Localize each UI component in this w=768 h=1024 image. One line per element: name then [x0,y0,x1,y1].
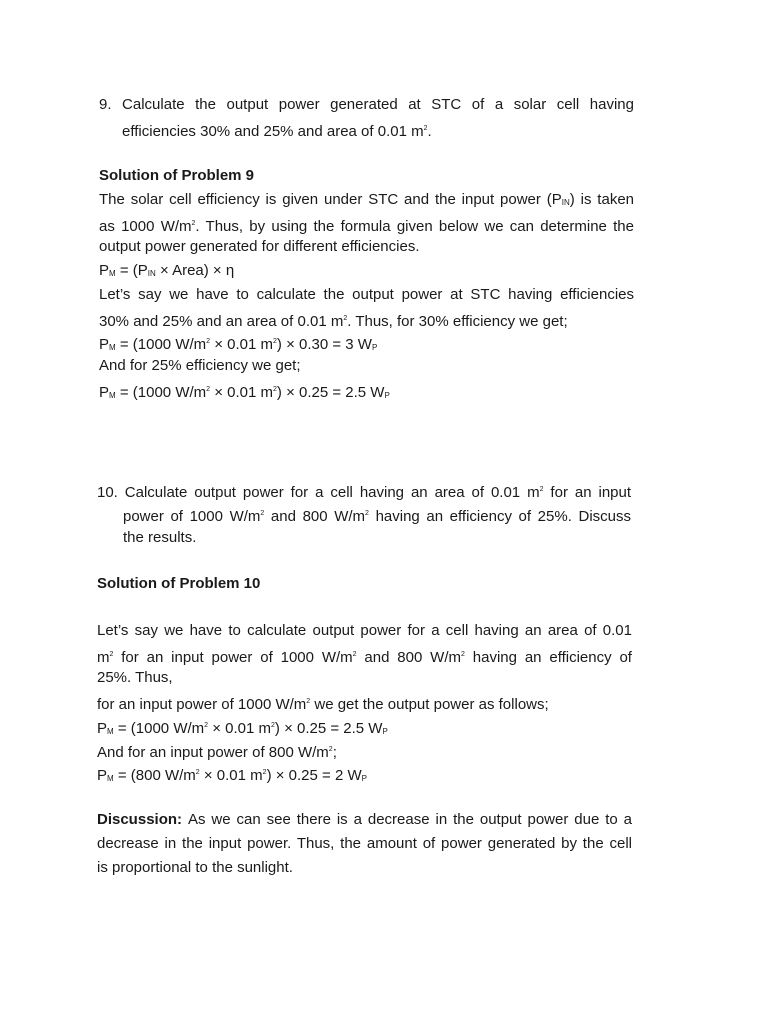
solution-9-para-1-line-3: output power generated for different efficiencies. [99,238,420,255]
solution-10-heading: Solution of Problem 10 [97,575,261,592]
solution-9-para-2-line-1: Let’s say we have to calculate the output power at STC having efficiencies [99,286,634,303]
solution-10-formula-1000: PM = (1000 $W/m^2 \times 0.01$ $m^2) \times 0.25 = 2.5$ WP [97,720,388,737]
solution-10-formula-800: PM = (800 $W/m^2 \times 0.01$ $m^2) \times 0.25 = 2$ WP [97,767,367,784]
problem-10-question-line-2: power of 1000 $W/m^2$ and 800 $W/m^2$ having an efficiency of 25%. Discuss [123,508,631,525]
problem-9-question-line-2: efficiencies 30% and 25% and area of 0.01 $m^2$. [122,123,432,140]
discussion-line-1: Discussion: As we can see there is a decrease in the output power due to a [97,811,632,828]
solution-9-formula-30: PM = (1000 $W/m^2 \times 0.01$ $m^2) \times 0.30 = 3$ WP [99,336,378,353]
solution-10-para-2: for an input power of 1000 $W/m^2$ we get the output power as follows; [97,696,549,713]
solution-9-para-1-line-1: The solar cell efficiency is given under STC and the input power (PIN) is taken [99,191,635,208]
solution-9-heading: Solution of Problem 9 [99,167,255,184]
discussion-label: Discussion: [97,811,183,828]
solution-9-formula-25: PM = (1000 $W/m^2 \times 0.01$ $m^2) \times 0.25 = 2.5$ WP [99,384,390,401]
solution-9-para-1-line-2: as 1000 $W/m^2$. Thus, by using the formula given below we can determine the [99,218,634,235]
problem-10-question-line-1: 10. Calculate output power for a cell having an area of 0.01 $m^2$ for an input [97,484,632,501]
solution-9-formula-general: PM = (PIN × Area) × η [99,262,235,279]
solution-9-para-2-line-2: 30% and 25% and an area of 0.01 $m^2$. Thus, for 30% efficiency we get; [99,313,568,330]
solution-10-para-1-line-1: Let’s say we have to calculate output power for a cell having an area of 0.01 [97,622,632,639]
discussion-line-3: is proportional to the sunlight. [97,859,293,876]
solution-10-para-1-line-2: $m^2$ for an input power of 1000 $W/m^2$ and 800 $W/m^2$ having an efficiency of [97,649,632,666]
problem-10-question-line-3: the results. [123,529,197,546]
discussion-line-2: decrease in the input power. Thus, the amount of power generated by the cell [97,835,632,852]
solution-9-para-3: And for 25% efficiency we get; [99,357,301,374]
problem-9-question-line-1: 9. Calculate the output power generated at STC of a solar cell having [99,96,634,113]
solution-10-para-3: And for an input power of 800 $W/m^2$; [97,744,337,761]
solution-10-para-1-line-3: 25%. Thus, [97,669,173,686]
